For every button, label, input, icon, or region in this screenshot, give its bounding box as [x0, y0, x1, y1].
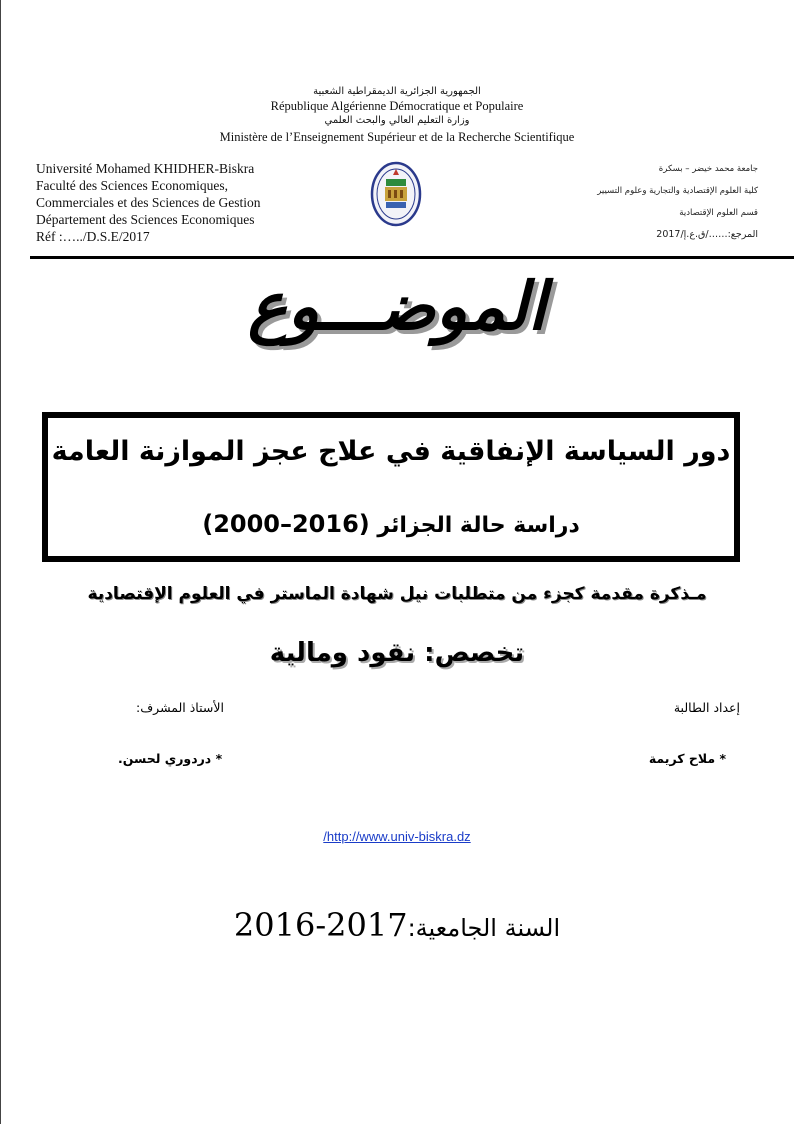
faculty-name-fr-line2: Commerciales et des Sciences de Gestion — [36, 195, 261, 210]
specialization: تخصص: نقود ومالية — [269, 638, 525, 668]
republic-french: République Algérienne Démocratique et Populaire — [270, 99, 524, 113]
student-label: إعداد الطالبة — [673, 700, 740, 715]
reference-fr: Réf :…../D.S.E/2017 — [36, 229, 150, 244]
case-study-label: دراسة حالة الجزائر — [377, 513, 580, 538]
supervisor-name: * دردوري لحسن. — [118, 751, 223, 766]
university-website-link[interactable] — [0, 829, 794, 844]
thesis-title: دور السياسة الإنفاقية في علاج عجز الموازنة العامة — [51, 436, 731, 467]
institution-arabic-block — [597, 158, 758, 246]
department-name-ar: قسم العلوم الإقتصادية — [679, 208, 758, 218]
memo-description: مـذكرة مقدمة كجزء من متطلبات نيل شهادة الماستر في العلوم الإقتصادية — [87, 584, 707, 604]
thesis-title-box — [42, 412, 740, 562]
ministry-french: Ministère de l’Enseignement Supérieur et de la Recherche Scientifique — [219, 130, 575, 144]
website-url[interactable]: /http://www.univ-biskra.dz — [323, 829, 471, 844]
academic-year — [0, 906, 794, 944]
reference-ar: المرجع:……/ق.ع.إ/2017 — [656, 229, 758, 240]
republic-arabic: الجمهورية الجزائرية الديمقراطية الشعبية — [313, 86, 481, 97]
university-logo — [370, 161, 422, 231]
university-name-ar: جامعة محمد خيضر – بسكرة — [658, 164, 758, 174]
subject-heading: الموضـــوع — [247, 268, 547, 345]
faculty-name-fr-line1: Faculté des Sciences Economiques, — [36, 178, 228, 193]
study-period: (2000–2016) — [202, 510, 370, 538]
page-left-border — [0, 0, 1, 1124]
student-name: * ملاح كريمة — [648, 751, 726, 766]
header-divider — [30, 256, 794, 259]
faculty-name-ar: كلية العلوم الإقتصادية والتجارية وعلوم التسيير — [597, 186, 758, 196]
supervisor-label: الأستاذ المشرف: — [136, 700, 224, 715]
academic-year-value: 2016-2017 — [233, 906, 408, 944]
department-name-fr: Département des Sciences Economiques — [36, 212, 255, 227]
institution-french-block — [36, 160, 261, 245]
university-name-fr: Université Mohamed KHIDHER-Biskra — [36, 161, 255, 176]
ministry-arabic: وزارة التعليم العالي والبحث العلمي — [324, 115, 470, 126]
case-study-line — [48, 510, 734, 538]
academic-year-label: السنة الجامعية: — [407, 914, 561, 942]
